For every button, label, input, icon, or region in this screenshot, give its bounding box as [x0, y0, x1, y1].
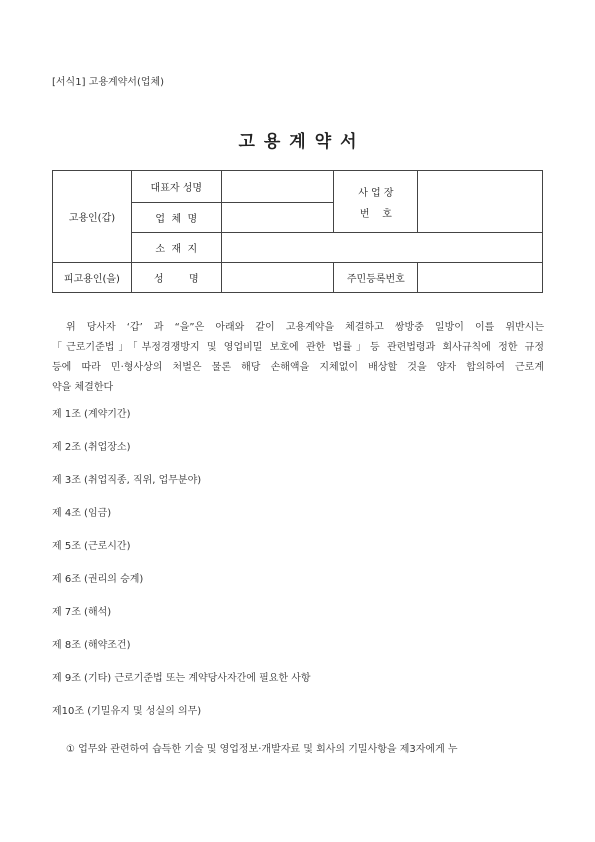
article-2: 제 2조 (취업장소) [52, 442, 131, 453]
resident-no-label: 주민등록번호 [334, 263, 418, 293]
document-title: 고용계약서 [238, 132, 366, 152]
rep-name-value[interactable] [221, 171, 334, 203]
intro-paragraph [52, 318, 544, 398]
intro-line: 약을 체결한다 [52, 382, 114, 393]
article-1: 제 1조 (계약기간) [52, 409, 131, 420]
biz-no-value[interactable] [418, 171, 543, 233]
intro-line: 「근로기준법」「부정경쟁방지 및 영업비밀 보호에 관한 법률」등 관련법령과 회사규칙에 정한 규정 [52, 342, 544, 353]
employer-label: 고용인(갑) [53, 171, 132, 263]
employee-name-label: 성 명 [131, 263, 221, 293]
article-5: 제 5조 (근로시간) [52, 541, 131, 552]
intro-line: 위 당사자 ‘갑’ 과 “을”은 아래와 같이 고용계약을 체결하고 쌍방중 일방이 이를 위반시는 [66, 322, 544, 333]
intro-line: 등에 따라 민·형사상의 처벌은 물론 해당 손해액을 지체없이 배상할 것을 양자 합의하여 근로계 [52, 362, 544, 373]
company-name-label: 업 체 명 [131, 203, 221, 233]
biz-no-label-line1: 사 업 장 [358, 187, 394, 199]
article-3: 제 3조 (취업직종, 직위, 업무분야) [52, 475, 202, 486]
company-name-value[interactable] [221, 203, 334, 233]
biz-no-label-line2: 번 호 [359, 208, 392, 220]
article-10: 제10조 (기밀유지 및 성실의 의무) [52, 706, 202, 717]
biz-no-label [334, 171, 418, 233]
article-6: 제 6조 (권리의 승계) [52, 574, 144, 585]
article-8: 제 8조 (해약조건) [52, 640, 131, 651]
article-10-clause-1: ① 업무와 관련하여 습득한 기술 및 영업정보·개발자료 및 회사의 기밀사항을 제3자에게 누 [66, 744, 458, 755]
article-4: 제 4조 (임금) [52, 508, 112, 519]
address-label: 소 재 지 [131, 233, 221, 263]
article-9: 제 9조 (기타) 근로기준법 또는 계약당사자간에 필요한 사항 [52, 673, 311, 684]
resident-no-value[interactable] [418, 263, 543, 293]
employee-label: 피고용인(을) [53, 263, 132, 293]
party-info-table [52, 170, 543, 293]
rep-name-label: 대표자 성명 [131, 171, 221, 203]
form-identifier: [서식1] 고용계약서(업체) [52, 77, 165, 88]
employee-name-value[interactable] [221, 263, 334, 293]
article-7: 제 7조 (해석) [52, 607, 112, 618]
address-value[interactable] [221, 233, 542, 263]
